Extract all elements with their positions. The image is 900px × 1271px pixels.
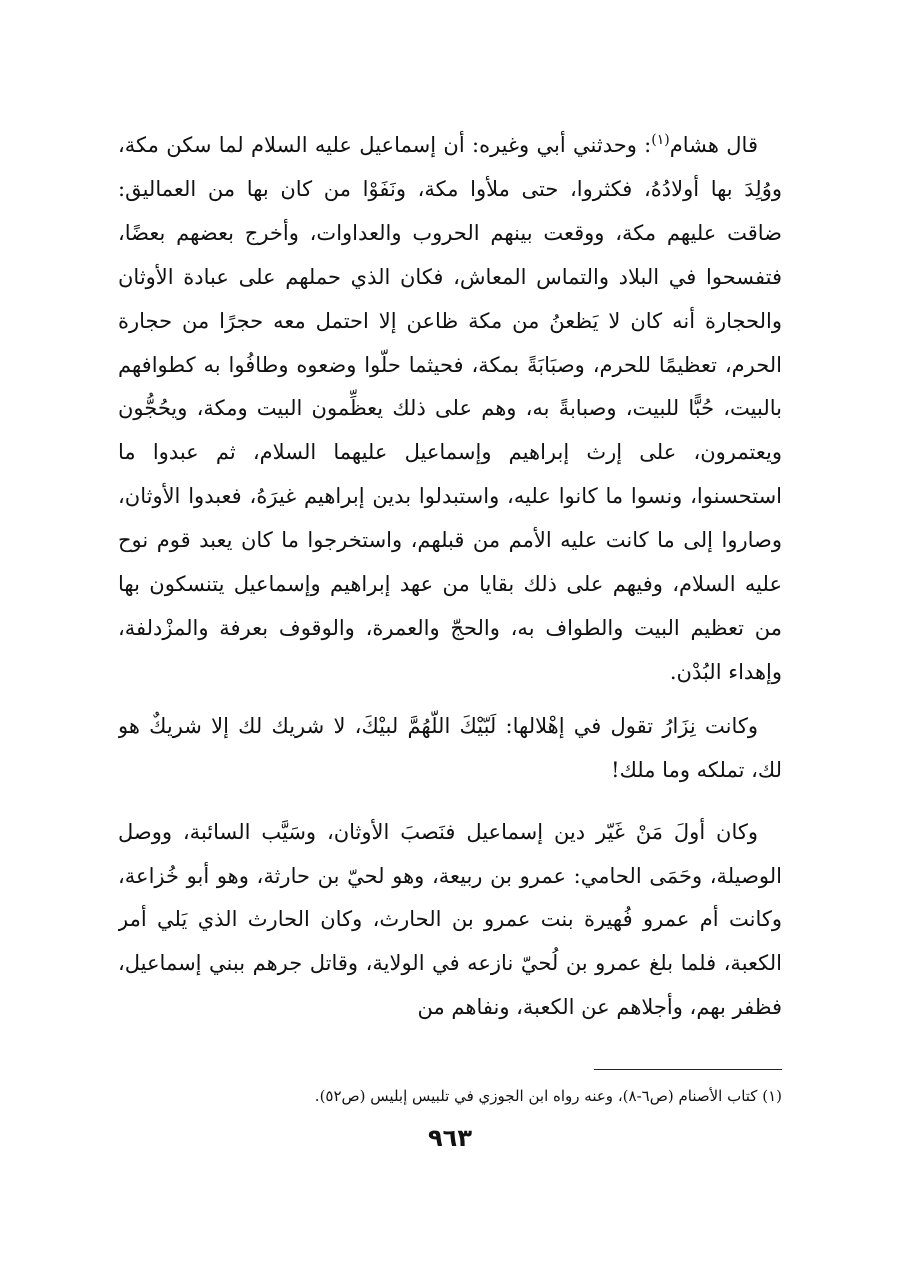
footnote-divider: [594, 1069, 782, 1070]
paragraph-1: [118, 124, 782, 695]
footnote-reference[interactable]: (١): [651, 132, 670, 148]
footnote: (١) كتاب الأصنام (ص٦-٨)، وعنه رواه ابن الجوزي في تلبيس إبليس (ص٥٢).: [314, 1087, 782, 1105]
paragraph-3: وكان أولَ مَنْ غَيّر دين إسماعيل فنَصبَ الأوثان، وسَيَّب السائبة، ووصل الوصيلة، وحَمَى الحامي: عمرو بن ربيعة، وهو لحيّ بن حارثة، وهو أبو خُزاعة، وكانت أم عمرو فُهيرة بنت عمرو بن الحارث، وكان الحارث الذي يَلي أمر الكعبة، فلما بلغ عمرو بن لُحيّ نازعه في الولاية، وقاتل جرهم ببني إسماعيل، فظفر بهم، وأجلاهم عن الكعبة، ونفاهم من: [118, 819, 782, 1020]
paragraph-1-body: : وحدثني أبي وغيره: أن إسماعيل عليه السلام لما سكن مكة، ووُلِدَ بها أولادُهُ، فكثروا، حتى ملأوا مكة، ونَفَوْا من كان بها من العماليق: ضاقت عليهم مكة، ووقعت بينهم الحروب والعداوات، وأخرج بعضهم بعضًا، فتفسحوا في البلاد والتماس المعاش، فكان الذي حملهم على عبادة الأوثان والحجارة أنه كان لا يَظعنُ من مكة ظاعن إلا احتمل معه حجرًا من حجارة الحرم، تعظيمًا للحرم، وصبَابَةً بمكة، فحيثما حلّوا وضعوه وطافُوا به كطوافهم بالبيت، حُبًّا للبيت، وصبابةً به، وهم على ذلك يعظِّمون البيت ومكة، ويحُجُّون ويعتمرون، على إرث إبراهيم وإسماعيل عليهما السلام، ثم عبدوا ما استحسنوا، ونسوا ما كانوا عليه، واستبدلوا بدين إبراهيم غيرَهُ، فعبدوا الأوثان، وصاروا إلى ما كانت عليه الأمم من قبلهم، واستخرجوا ما كان يعبد قوم نوح عليه السلام، وفيهم على ذلك بقايا من عهد إبراهيم وإسماعيل يتنسكون بها من تعظيم البيت والطواف به، والحجّ والعمرة، والوقوف بعرفة والمزْدلفة، وإهداء البُدْن.: [118, 133, 782, 684]
page-number: ٩٦٣: [428, 1124, 472, 1152]
paragraph-2: وكانت نِزَارُ تقول في إهْلالها: لَبّيْكَ اللّهُمَّ لبيْكَ، لا شريك لك إلا شريكٌ هو لك، تملكه وما ملك!: [118, 713, 782, 782]
main-text: [118, 124, 782, 1030]
paragraph-1-start: قال هشام: [669, 133, 758, 157]
